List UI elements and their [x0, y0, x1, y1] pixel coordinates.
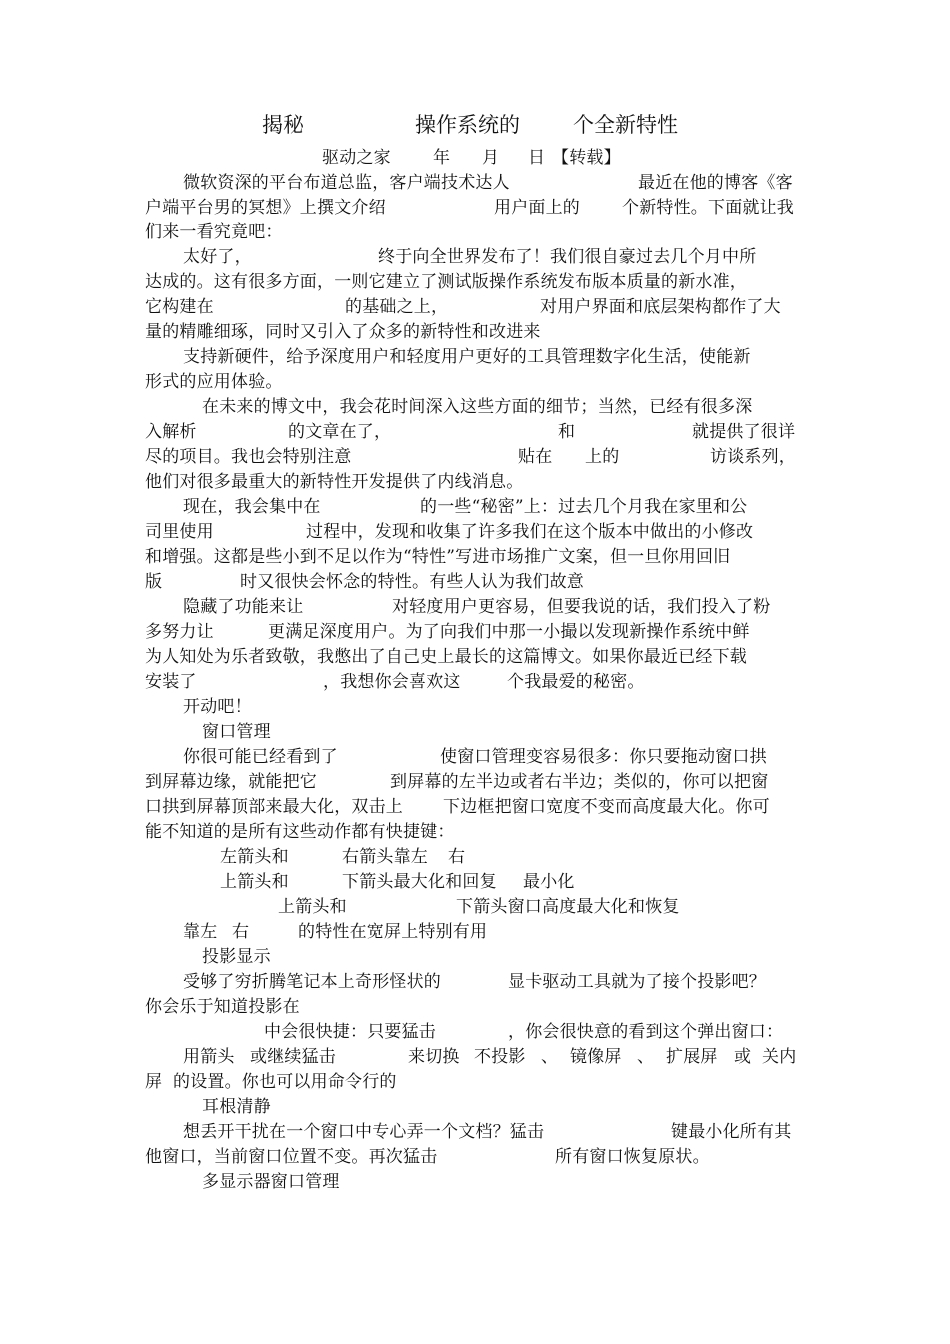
text-fragment: 支持新硬件，给予深度用户和轻度用户更好的工具管理数字化生活，使能新: [183, 347, 751, 367]
text-fragment: 为人知处为乐者致敬，我憋出了自己史上最长的这篇博文。如果你最近已经下载: [145, 647, 747, 667]
text-fragment: 尽的项目。我也会特别注意: [145, 447, 352, 467]
byline-year: 年: [433, 148, 451, 168]
text-fragment: 到屏幕边缘，就能把它: [145, 772, 317, 792]
title-part-1: 揭秘: [262, 113, 304, 137]
text-fragment: 下箭头窗口高度最大化和恢复: [456, 897, 680, 917]
text-fragment: 口拱到屏幕顶部来最大化，双击上: [145, 797, 403, 817]
text-fragment: 到屏幕的左半边或者右半边；类似的，你可以把窗: [390, 772, 769, 792]
text-fragment: 你很可能已经看到了: [183, 747, 338, 767]
title-part-3: 个全新特性: [573, 113, 678, 137]
text-fragment: 的一些“秘密”上：过去几个月我在家里和公: [420, 497, 748, 517]
text-fragment: 上箭头和: [278, 897, 347, 917]
text-fragment: 们来一看究竟吧：: [145, 222, 283, 242]
text-fragment: 对轻度用户更容易，但要我说的话，我们投入了粉: [392, 597, 771, 617]
text-fragment: 版: [145, 572, 163, 592]
text-fragment: 户端平台男的冥想》上撰文介绍: [145, 198, 386, 218]
text-fragment: 最近在他的博客《客: [638, 173, 793, 193]
text-fragment: 用户面上的: [494, 198, 580, 218]
text-fragment: 不投影: [474, 1047, 526, 1067]
text-fragment: 显卡驱动工具就为了接个投影吧？: [508, 972, 766, 992]
text-fragment: 或继续猛击: [250, 1047, 336, 1067]
text-fragment: 靠左: [183, 922, 218, 942]
text-fragment: 、: [637, 1047, 655, 1067]
text-fragment: 更满足深度用户。为了向我们中那一小撮以发现新操作系统中鲜: [268, 622, 750, 642]
section-heading: 耳根清静: [202, 1097, 271, 1117]
text-fragment: 左箭头和: [220, 847, 289, 867]
text-fragment: 来切换: [408, 1047, 460, 1067]
text-fragment: 屏: [145, 1072, 163, 1092]
text-fragment: 对用户界面和底层架构都作了大: [540, 297, 781, 317]
text-fragment: 太好了，: [183, 247, 252, 267]
text-fragment: 、: [541, 1047, 559, 1067]
text-fragment: 或: [734, 1047, 752, 1067]
text-fragment: 中会很快捷：只要猛击: [264, 1022, 436, 1042]
text-fragment: 右: [232, 922, 250, 942]
text-fragment: ，我想你会喜欢这: [323, 672, 461, 692]
text-fragment: 终于向全世界发布了！我们很自豪过去几个月中所: [378, 247, 757, 267]
text-fragment: 的文章在了，: [288, 422, 392, 442]
text-fragment: 贴在: [518, 447, 553, 467]
text-fragment: 你会乐于知道投影在: [145, 997, 300, 1017]
text-fragment: 关内: [762, 1047, 797, 1067]
text-fragment: 在未来的博文中，我会花时间深入这些方面的细节；当然，已经有很多深: [202, 397, 753, 417]
text-fragment: 他们对很多最重大的新特性开发提供了内线消息。: [145, 472, 524, 492]
section-heading: 窗口管理: [202, 722, 271, 742]
byline-source: 驱动之家: [322, 148, 391, 168]
text-fragment: 微软资深的平台布道总监，客户端技术达人: [183, 173, 510, 193]
section-heading: 多显示器窗口管理: [202, 1172, 340, 1192]
text-fragment: 开动吧！: [183, 697, 252, 717]
text-fragment: 下箭头最大化和回复: [342, 872, 497, 892]
section-heading: 投影显示: [202, 947, 271, 967]
text-fragment: 它构建在: [145, 297, 214, 317]
text-fragment: 能不知道的是所有这些动作都有快捷键：: [145, 822, 455, 842]
text-fragment: 的设置。你也可以用命令行的: [173, 1072, 397, 1092]
text-fragment: 时又很快会怀念的特性。有些人认为我们故意: [240, 572, 584, 592]
text-fragment: 的特性在宽屏上特别有用: [298, 922, 488, 942]
text-fragment: 镜像屏: [570, 1047, 622, 1067]
text-fragment: 的基础之上，: [345, 297, 449, 317]
text-fragment: 最小化: [523, 872, 575, 892]
title-part-2: 操作系统的: [415, 113, 520, 137]
text-fragment: 用箭头: [183, 1047, 235, 1067]
text-fragment: 和: [558, 422, 576, 442]
text-fragment: 形式的应用体验。: [145, 372, 283, 392]
byline-tag: 【转载】: [552, 148, 621, 168]
text-fragment: 现在，我会集中在: [183, 497, 321, 517]
text-fragment: 右: [448, 847, 466, 867]
byline-month: 月: [482, 148, 500, 168]
text-fragment: 右箭头靠左: [342, 847, 428, 867]
text-fragment: ，你会很快意的看到这个弹出窗口：: [508, 1022, 784, 1042]
text-fragment: 就提供了很详: [692, 422, 796, 442]
text-fragment: 个新特性。下面就让我: [622, 198, 794, 218]
text-fragment: 和增强。这都是些小到不足以作为“特性”写进市场推广文案，但一旦你用回旧: [145, 547, 731, 567]
text-fragment: 访谈系列，: [710, 447, 796, 467]
text-fragment: 上箭头和: [220, 872, 289, 892]
text-fragment: 量的精雕细琢，同时又引入了众多的新特性和改进来: [145, 322, 541, 342]
byline-day: 日: [528, 148, 546, 168]
text-fragment: 下边框把窗口宽度不变而高度最大化。你可: [443, 797, 770, 817]
text-fragment: 受够了穷折腾笔记本上奇形怪状的: [183, 972, 441, 992]
text-fragment: 司里使用: [145, 522, 214, 542]
text-fragment: 达成的。这有很多方面，一则它建立了测试版操作系统发布版本质量的新水准，: [145, 272, 747, 292]
text-fragment: 上的: [585, 447, 620, 467]
text-fragment: 他窗口，当前窗口位置不变。再次猛击: [145, 1147, 438, 1167]
text-fragment: 个我最爱的秘密。: [507, 672, 645, 692]
text-fragment: 键最小化所有其: [671, 1122, 792, 1142]
text-fragment: 扩展屏: [666, 1047, 718, 1067]
text-fragment: 使窗口管理变容易很多：你只要拖动窗口拱: [440, 747, 767, 767]
text-fragment: 入解析: [145, 422, 197, 442]
text-fragment: 过程中，发现和收集了许多我们在这个版本中做出的小修改: [306, 522, 754, 542]
text-fragment: 多努力让: [145, 622, 214, 642]
text-fragment: 安装了: [145, 672, 197, 692]
text-fragment: 想丢开干扰在一个窗口中专心弄一个文档？猛击: [183, 1122, 545, 1142]
text-fragment: 隐藏了功能来让: [183, 597, 304, 617]
text-fragment: 所有窗口恢复原状。: [555, 1147, 710, 1167]
